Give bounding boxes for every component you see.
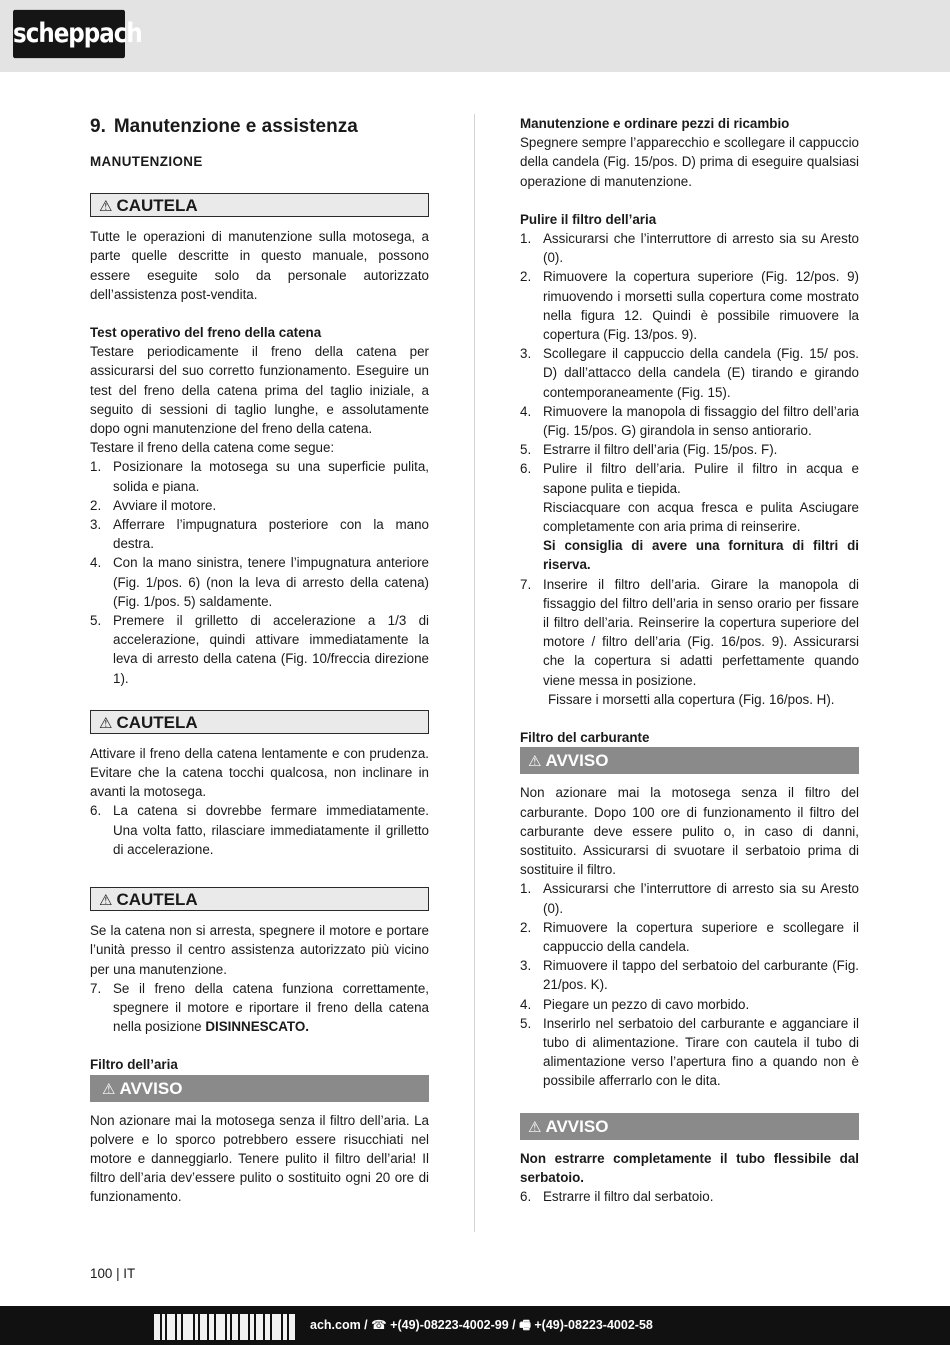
caution-box: ⚠ CAUTELA [90, 710, 429, 734]
caution-box: ⚠ CAUTELA [90, 887, 429, 911]
list-item: 2. Rimuovere la copertura superiore (Fig. 12/pos. 9) rimuovendo i morsetti sulla copertura come mostrato nella figura 12. Quindi è possibile rimuovere la copertura (Fig. 13/pos. 9). [520, 269, 859, 343]
step7-extra: Fissare i morsetti alla copertura (Fig. 16/pos. H). [548, 691, 835, 707]
warning-box: ⚠ AVVISO [520, 1113, 859, 1140]
caution2-body: Attivare il freno della catena lentamente e con prudenza. Evitare che la catena tocchi qualcosa, non inclinare in avanti la motosega. [90, 745, 429, 800]
list-item: 1. Posizionare la motosega su una superficie pulita, solida e piana. [90, 459, 429, 494]
footer-graphic [154, 1314, 304, 1340]
page-number: 100 | IT [90, 1266, 136, 1281]
brake-test-lead: Testare il freno della catena come segue: [90, 440, 335, 456]
warning-box: ⚠ AVVISO [520, 747, 859, 774]
air-filter-body: Non azionare mai la motosega senza il filtro dell’aria. La polvere e lo sporco potrebbero essere risucchiati nel motore e danneggiarlo. Tenere pulito il filtro dell’aria! Il filtro dell’aria dev’essere pulito o sostituito ogni 20 ore di funzionamento. [90, 1112, 429, 1205]
caution3-steps [90, 979, 429, 1037]
list-item: 5. Inserirlo nel serbatoio del carburante e agganciare il tubo di alimentazione. Tirare con cautela il tubo di alimentazione verso l’apertura fino a quando non è possibile afferrarlo con le dita. [520, 1015, 859, 1089]
section-title: 9. Manutenzione e assistenza [90, 116, 358, 137]
list-item: 4. Con la mano sinistra, tenere l’impugnatura anteriore (Fig. 1/pos. 6) (non la leva di arresto della catena) (Fig. 1/pos. 5) saldamente. [90, 555, 429, 609]
caution3-body: Se la catena non si arresta, spegnere il motore e portare l’unità presso il centro assistenza autorizzato più vicino per una manutenzione. [90, 923, 429, 977]
caution-box: ⚠ CAUTELA [90, 193, 429, 217]
fuel-filter-title: Filtro del carburante [520, 730, 650, 746]
list-item: 2. Rimuovere la copertura superiore e scollegare il cappuccio della candela. [520, 919, 859, 954]
warning-triangle-icon: ⚠ [99, 198, 113, 216]
list-item: 3. Scollegare il cappuccio della candela (Fig. 15/ pos. D) dall’attacco della candela (E) tirando e girando contemporaneamente (Fig. 15). [520, 346, 859, 400]
fuel-filter-steps [520, 879, 859, 1090]
subheading-maintenance: MANUTENZIONE [90, 154, 203, 169]
brand-logo: scheppach [13, 10, 125, 58]
caution2-steps [90, 801, 429, 859]
spares-body: Spegnere sempre l’apparecchio e scollegare il cappuccio della candela (Fig. 15/pos. D) prima di eseguire qualsiasi operazione di manutenzione. [520, 135, 859, 189]
footer-contact: ach.com / ☎ +(49)-08223-4002-99 / 🖷 +(49)-08223-4002-58 [310, 1318, 653, 1332]
list-item: 5. Estrarre il filtro dell’aria (Fig. 15/pos. F). [520, 442, 778, 458]
list-item: 4. Piegare un pezzo di cavo morbido. [520, 996, 750, 1012]
list-item: 5. Premere il grilletto di accelerazione a 1/3 di accelerazione, quindi attivare immediatamente la leva di arresto della catena (Fig. 10/freccia direzione 1). [90, 613, 429, 686]
list-item: 4. Rimuovere la manopola di fissaggio del filtro dell’aria (Fig. 15/pos. G) girandola in senso antiorario. [520, 403, 859, 439]
list-item: 2. Avviare il motore. [90, 497, 217, 513]
list-item: 6. Estrarre il filtro dal serbatoio. [520, 1188, 714, 1204]
step6-extra: Risciacquare con acqua fresca e pulita Asciugare completamente con aria prima di reinserire. [543, 499, 859, 535]
brake-test-body: Testare periodicamente il freno della catena per assicurarsi del suo corretto funzionamento. Eseguire un test del freno della catena prima del taglio iniziale, a seguito di sessioni di taglio lunghe, e assolutamente dopo ogni manutenzione del freno della catena. [90, 344, 429, 437]
brake-test-steps [90, 457, 429, 687]
warning-triangle-icon: ⚠ [528, 753, 542, 771]
air-filter-title: Filtro dell’aria [90, 1057, 178, 1073]
left-column [90, 114, 429, 1207]
maintenance-intro: Tutte le operazioni di manutenzione sulla motosega, a parte quelle descritte in questo manuale, possono essere eseguite solo da personale autorizzato dell’assistenza post-vendita. [90, 229, 429, 302]
list-item: 6. Pulire il filtro dell’aria. Pulire il filtro in acqua e sapone pulita e tiepida. [520, 461, 859, 496]
header-band [0, 0, 950, 72]
clean-filter-title: Pulire il filtro dell’aria [520, 211, 657, 227]
right-column [520, 114, 859, 1206]
list-item: 3. Rimuovere il tappo del serbatoio del carburante (Fig. 21/pos. K). [520, 958, 859, 993]
warning-triangle-icon: ⚠ [102, 1080, 116, 1098]
list-item: 1. Assicurarsi che l’interruttore di arresto sia su Aresto (0). [520, 231, 859, 266]
brake-test-title: Test operativo del freno della catena [90, 325, 322, 341]
list-item: 7. Inserire il filtro dell’aria. Girare la manopola di fissaggio del filtro dell’aria in senso orario per fissare il filtro dell’aria. Reinserire la copertura superiore del motore / filtro dell’aria (Fig. 16/pos. 9). Assicurarsi che la copertura si adatti perfettamente quando viene messa in posizione. [520, 576, 859, 688]
warning-triangle-icon: ⚠ [99, 892, 113, 910]
list-item: 7. Se il freno della catena funziona correttamente, spegnere il motore e riportare il freno della catena nella posizione DISINNESCATO. [90, 980, 429, 1035]
list-item: 3. Afferrare l’impugnatura posteriore con la mano destra. [90, 517, 429, 552]
warning-triangle-icon: ⚠ [99, 714, 113, 732]
spares-title: Manutenzione e ordinare pezzi di ricambio [520, 116, 790, 131]
clean-filter-steps [520, 229, 859, 498]
warn-last-steps [520, 1187, 859, 1206]
warn-last-bold: Non estrarre completamente il tubo flessibile dal serbatoio. [520, 1150, 859, 1185]
clean-filter-step7 [520, 575, 859, 690]
fuel-filter-body: Non azionare mai la motosega senza il filtro del carburante. Dopo 100 ore di funzionamento il filtro del carburante deve essere pulito o, in caso di danni, sostituito. Assicurarsi di svuotare il serbatoio prima di sostituire il filtro. [520, 785, 859, 878]
list-item: 1. Assicurarsi che l’interruttore di arresto sia su Aresto (0). [520, 881, 859, 916]
footer-bar [0, 1306, 950, 1345]
warning-box: ⚠ AVVISO [90, 1075, 429, 1102]
column-divider [474, 114, 475, 1232]
step6-bold: Si consiglia di avere una fornitura di filtri di riserva. [543, 538, 859, 573]
list-item: 6. La catena si dovrebbe fermare immediatamente. Una volta fatto, rilasciare immediatamente il grilletto di accelerazione. [90, 803, 429, 857]
warning-triangle-icon: ⚠ [528, 1118, 542, 1136]
